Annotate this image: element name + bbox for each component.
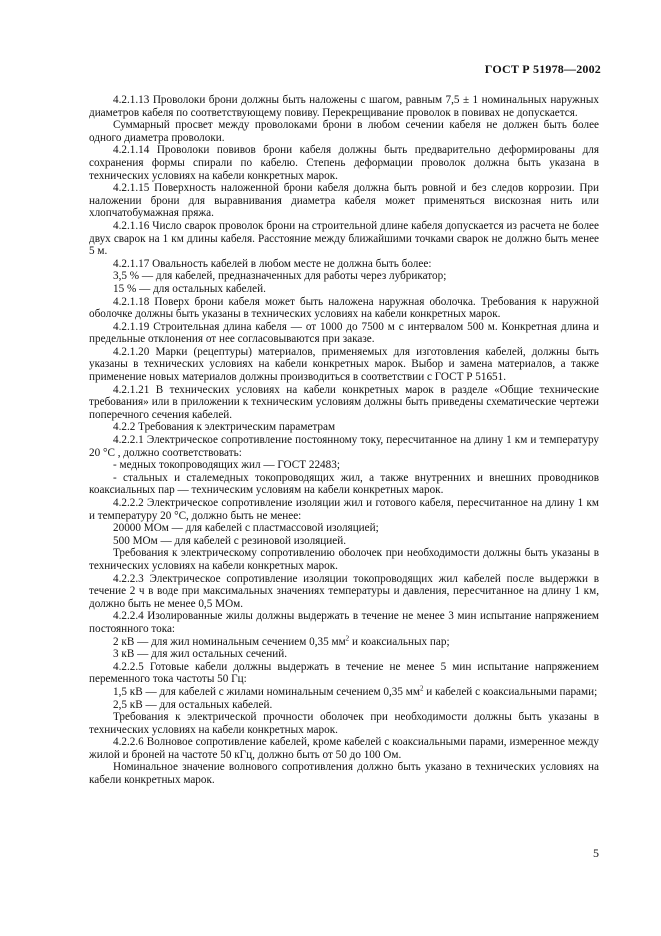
list-item: - стальных и сталемедных токопроводящих жил, а также внутренних и внешних проводников коаксиальных пар — техническим условиям на кабели конкретных марок. bbox=[89, 471, 599, 497]
list-item bbox=[89, 633, 599, 649]
paragraph: 4.2.1.19 Строительная длина кабеля — от 1000 до 7500 м с интервалом 500 м. Конкретная длина и предельные отклонения от нее согласовываются при заказе. bbox=[89, 320, 599, 346]
list-item: 3 кВ — для жил остальных сечений. bbox=[113, 648, 288, 661]
document-header: ГОСТ Р 51978—2002 bbox=[484, 62, 601, 76]
superscript: 2 bbox=[345, 633, 350, 642]
page-body bbox=[89, 94, 599, 787]
paragraph: Требования к электрической прочности оболочек при необходимости должны быть указаны в технических условиях на кабели конкретных марок. bbox=[89, 711, 599, 736]
paragraph: 4.2.1.14 Проволоки повивов брони кабеля должны быть предварительно деформированы для сохранения формы спирали по кабелю. Степень деформации проволок должна быть указана в технических условиях на кабели конкретных марок. bbox=[89, 144, 599, 182]
section-heading: 4.2.2 Требования к электрическим параметрам bbox=[113, 421, 336, 434]
paragraph: 4.2.2.4 Изолированные жилы должны выдержать в течение не менее 3 мин испытание напряжением постоянного тока: bbox=[89, 610, 599, 635]
paragraph: Суммарный просвет между проволоками брони в любом сечении кабеля не должен быть более одного диаметра проволоки. bbox=[89, 119, 599, 144]
text-fragment: 2 кВ — для жил номинальным сечением 0,35 мм bbox=[113, 635, 346, 648]
paragraph: 4.2.2.2 Электрическое сопротивление изоляции жил и готового кабеля, пересчитанное на длину 1 км и температуру 20 °С, должно быть не менее: bbox=[89, 497, 599, 522]
text-fragment: 1,5 кВ — для кабелей с жилами номинальным сечением 0,35 мм bbox=[113, 685, 420, 698]
paragraph: 4.2.2.5 Готовые кабели должны выдержать в течение не менее 5 мин испытание напряжением переменного тока частоты 50 Гц: bbox=[89, 660, 599, 686]
paragraph: 4.2.1.13 Проволоки брони должны быть наложены с шагом, равным 7,5 ± 1 номинальных наружных диаметров кабеля по соответствующему повиву. Перекрещивание проволок в повивах не допускается. bbox=[89, 94, 599, 119]
list-item: 2,5 кВ — для остальных кабелей. bbox=[113, 698, 273, 711]
list-item: 3,5 % — для кабелей, предназначенных для работы через лубрикатор; bbox=[113, 270, 447, 283]
paragraph: 4.2.1.20 Марки (рецептуры) материалов, применяемых для изготовления кабелей, должны быть указаны в технических условиях на кабели конкретных марок. Выбор и замена материалов, а также применение новых материалов должны производиться в соответствии с ГОСТ Р 51651. bbox=[89, 345, 599, 384]
paragraph: 4.2.2.6 Волновое сопротивление кабелей, кроме кабелей с коаксиальными парами, измеренное между жилой и броней на частоте 50 кГц, должно быть от 50 до 100 Ом. bbox=[89, 736, 599, 761]
paragraph: 4.2.1.15 Поверхность наложенной брони кабеля должна быть ровной и без следов коррозии. При наложении брони для выравнивания диаметра кабеля может применяться вискозная нить или хлопчатобумажная пряжа. bbox=[89, 182, 599, 220]
paragraph: Требования к электрическому сопротивлению оболочек при необходимости должны быть указаны в технических условиях на кабели конкретных марок. bbox=[89, 547, 599, 572]
list-item: 500 МОм — для кабелей с резиновой изоляцией. bbox=[113, 534, 347, 547]
paragraph: Номинальное значение волнового сопротивления должно быть указано в технических условиях на кабели конкретных марок. bbox=[89, 761, 599, 787]
text-fragment: и коаксиальных пар; bbox=[349, 635, 450, 648]
paragraph: 4.2.2.3 Электрическое сопротивление изоляции токопроводящих жил кабелей после выдержки в течение 2 ч в воде при максимальных значениях температуры и давления, пересчитанное на длину 1 км, должно быть не менее 0,5 МОм. bbox=[89, 572, 599, 610]
list-item: - медных токопроводящих жил — ГОСТ 22483; bbox=[113, 459, 340, 472]
paragraph: 4.2.2.1 Электрическое сопротивление постоянному току, пересчитанное на длину 1 км и температуру 20 °С , должно соответствовать: bbox=[89, 434, 599, 459]
paragraph: 4.2.1.18 Поверх брони кабеля может быть наложена наружная оболочка. Требования к наружной оболочке должны быть указаны в технических условиях на кабели конкретных марок. bbox=[89, 295, 599, 321]
list-item: 20000 МОм — для кабелей с пластмассовой изоляцией; bbox=[113, 522, 379, 535]
paragraph: 4.2.1.21 В технических условиях на кабели конкретных марок в разделе «Общие технические требования» или в приложении к техническим условиям должны быть приведены схематические чертежи поперечного сечения кабелей. bbox=[89, 383, 599, 421]
paragraph: 4.2.1.16 Число сварок проволок брони на строительной длине кабеля допускается из расчета не более двух сварок на 1 км длины кабеля. Расстояние между ближайшими точками сварок не должно быть менее 5 м. bbox=[89, 219, 599, 258]
list-item: 15 % — для остальных кабелей. bbox=[113, 282, 266, 295]
text-fragment: и кабелей с коаксиальными парами; bbox=[423, 685, 598, 698]
page-number: 5 bbox=[593, 846, 599, 860]
list-item bbox=[89, 686, 599, 699]
paragraph: 4.2.1.17 Овальность кабелей в любом месте не должна быть более: bbox=[113, 257, 432, 270]
superscript: 2 bbox=[419, 684, 424, 693]
